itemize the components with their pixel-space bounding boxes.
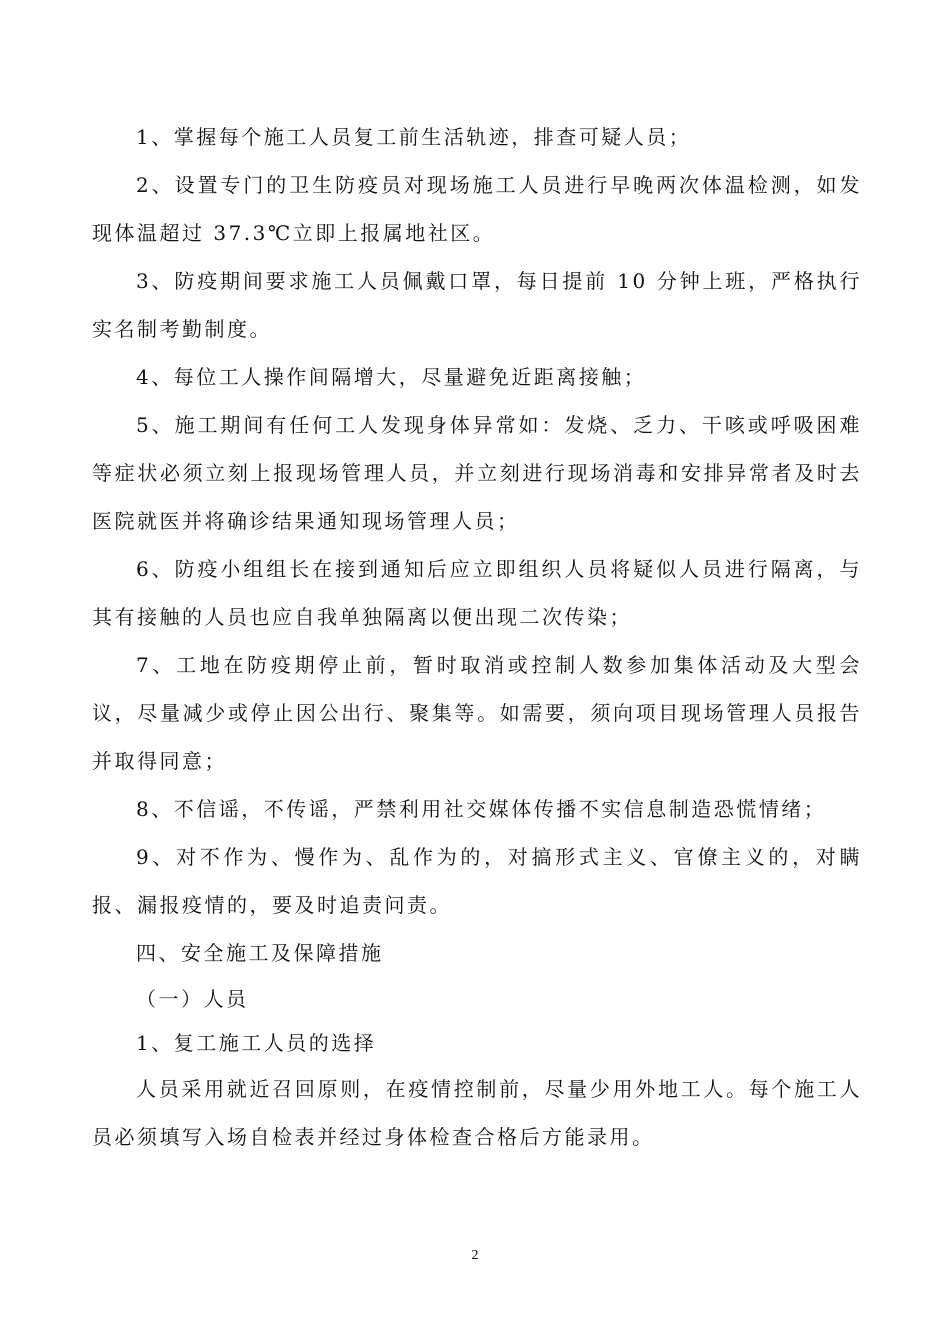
paragraph-5: 5、施工期间有任何工人发现身体异常如：发烧、乏力、干咳或呼吸困难等症状必须立刻上报现场管理人员，并立刻进行现场消毒和安排异常者及时去医院就医并将确诊结果通知现场管理人员； xyxy=(92,413,862,533)
paragraph-3: 3、防疫期间要求施工人员佩戴口罩，每日提前 10 分钟上班，严格执行实名制考勤制度。 xyxy=(92,269,862,341)
paragraph-7: 7、工地在防疫期停止前，暂时取消或控制人数参加集体活动及大型会议，尽量减少或停止因公出行、聚集等。如需要，须向项目现场管理人员报告并取得同意； xyxy=(92,653,862,773)
section-heading: 四、安全施工及保障措施 xyxy=(136,941,384,965)
page-number: 2 xyxy=(471,1248,479,1263)
paragraph-4: 4、每位工人操作间隔增大，尽量避免近距离接触； xyxy=(136,365,647,389)
document-body xyxy=(92,113,862,1161)
subsection-heading: （一）人员 xyxy=(136,987,249,1011)
paragraph-2: 2、设置专门的卫生防疫员对现场施工人员进行早晚两次体温检测，如发现体温超过 37.3℃立即上报属地社区。 xyxy=(92,173,862,245)
paragraph-6: 6、防疫小组组长在接到通知后应立即组织人员将疑似人员进行隔离，与其有接触的人员也应自我单独隔离以便出现二次传染； xyxy=(92,557,862,629)
item-heading: 1、复工施工人员的选择 xyxy=(136,1031,377,1055)
paragraph-1: 1、掌握每个施工人员复工前生活轨迹，排查可疑人员； xyxy=(136,125,692,149)
paragraph-selection: 人员采用就近召回原则，在疫情控制前，尽量少用外地工人。每个施工人员必须填写入场自检表并经过身体检查合格后方能录用。 xyxy=(92,1077,862,1149)
paragraph-9: 9、对不作为、慢作为、乱作为的，对搞形式主义、官僚主义的，对瞒报、漏报疫情的，要及时追责问责。 xyxy=(92,845,862,917)
paragraph-8: 8、不信谣，不传谣，严禁利用社交媒体传播不实信息制造恐慌情绪； xyxy=(136,797,827,821)
